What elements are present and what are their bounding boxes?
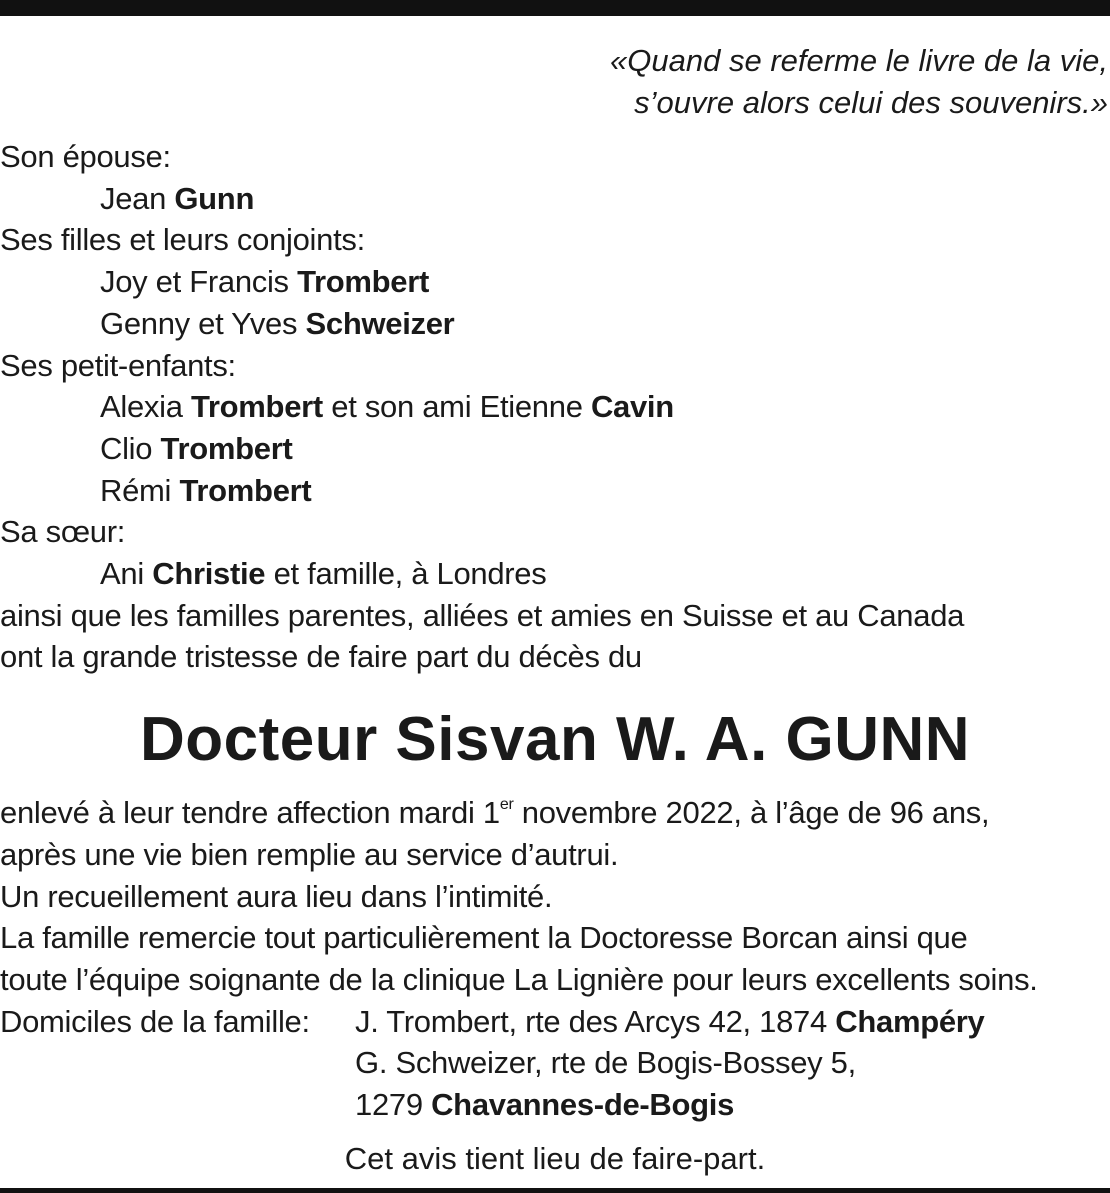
- details-block: [0, 792, 1110, 1126]
- obituary-notice: [0, 40, 1110, 1180]
- bottom-rule: [0, 1188, 1110, 1193]
- daughter-1-name: Joy et Francis Trombert: [100, 264, 430, 300]
- announcement-line: ont la grande tristesse de faire part du décès du: [0, 639, 642, 675]
- details-line-4: La famille remercie tout particulièrement la Doctoresse Borcan ainsi que: [0, 920, 968, 956]
- sister-label: Sa sœur:: [0, 514, 126, 550]
- details-line-5: toute l’équipe soignante de la clinique La Lignière pour leurs excellents soins.: [0, 961, 1038, 997]
- address-1: J. Trombert, rte des Arcys 42, 1874 Champéry: [355, 1003, 985, 1039]
- grandchild-1-name: Alexia Trombert et son ami Etienne Cavin: [100, 389, 674, 425]
- details-line-2: après une vie bien remplie au service d’autrui.: [0, 836, 619, 872]
- family-list: [0, 136, 1110, 678]
- details-line-1: enlevé à leur tendre affection mardi 1er novembre 2022, à l’âge de 96 ans,: [0, 795, 990, 831]
- extended-family-line: ainsi que les familles parentes, alliées et amies en Suisse et au Canada: [0, 597, 965, 633]
- top-rule: [0, 0, 1110, 16]
- grandchildren-label: Ses petit-enfants:: [0, 347, 236, 383]
- spouse-name: Jean Gunn: [100, 180, 255, 216]
- sister-name: Ani Christie et famille, à Londres: [100, 556, 547, 592]
- address-2-line-1: G. Schweizer, rte de Bogis-Bossey 5,: [355, 1045, 856, 1081]
- deceased-name-heading: Docteur Sisvan W. A. GUNN: [139, 705, 971, 775]
- epigraph-line-1: «Quand se referme le livre de la vie,: [610, 43, 1108, 78]
- grandchild-3-name: Rémi Trombert: [100, 472, 312, 508]
- address-row-1: [0, 1001, 1110, 1043]
- closing-note: Cet avis tient lieu de faire-part.: [344, 1140, 766, 1176]
- details-line-3: Un recueillement aura lieu dans l’intimité.: [0, 878, 553, 914]
- epigraph-line-2: s’ouvre alors celui des souvenirs.»: [634, 85, 1108, 120]
- address-2-line-2: 1279 Chavannes-de-Bogis: [355, 1087, 735, 1123]
- addresses-label: Domiciles de la famille:: [0, 1003, 310, 1039]
- daughter-2-name: Genny et Yves Schweizer: [100, 305, 455, 341]
- epigraph-quote: [0, 40, 1108, 124]
- grandchild-2-name: Clio Trombert: [100, 430, 293, 466]
- spouse-label: Son épouse:: [0, 139, 171, 174]
- daughters-label: Ses filles et leurs conjoints:: [0, 222, 365, 258]
